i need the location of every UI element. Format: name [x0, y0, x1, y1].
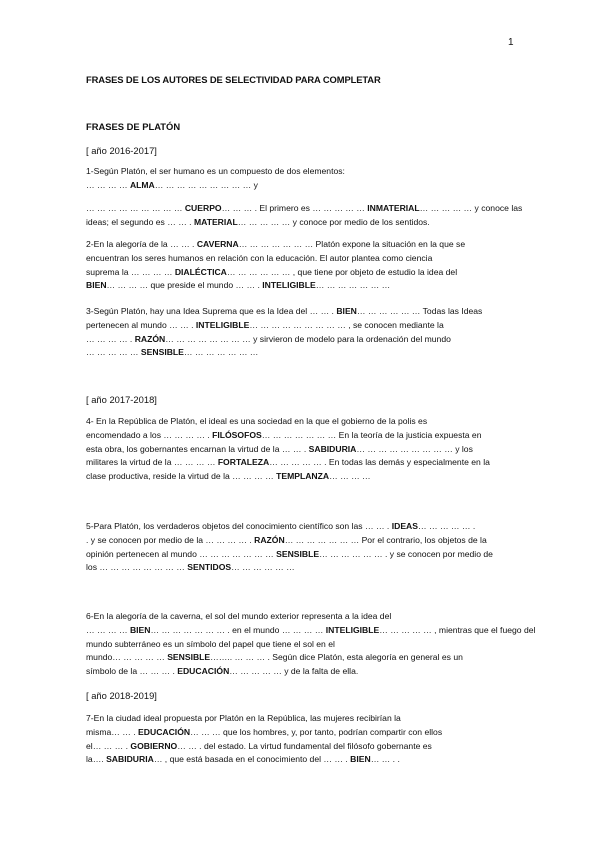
text-line — [86, 624, 536, 638]
text-segment: suprema la … … … … — [86, 266, 175, 277]
answer-word: BIEN — [350, 754, 371, 765]
answer-word: RAZÓN — [134, 333, 166, 344]
text-segment: 7-En la ciudad ideal propuesta por Platón en la República, las mujeres recibirían la — [86, 713, 401, 723]
answer-word: SENSIBLE — [167, 652, 211, 663]
text-segment: … … … … … . — [417, 521, 476, 531]
answer-word: BIEN — [336, 306, 357, 316]
text-line — [86, 238, 518, 252]
exercise-paragraph — [86, 202, 523, 230]
answer-word: MATERIAL — [193, 216, 238, 227]
year-heading: [ año 2016-2017] — [86, 145, 157, 156]
text-segment: encomendado a los … … … … . — [86, 429, 213, 440]
text-line — [86, 534, 518, 548]
text-line — [86, 548, 518, 562]
text-line — [86, 319, 518, 333]
answer-word: TEMPLANZA — [276, 471, 330, 482]
text-line — [86, 456, 518, 470]
text-segment: … … … … … y de la falta de ella. — [229, 666, 359, 677]
answer-word: SABIDURIA — [106, 754, 154, 765]
text-line — [86, 305, 518, 319]
text-segment: … … … … … … … … … — [86, 203, 185, 213]
text-line — [86, 470, 518, 484]
text-segment: 4- En la República de Platón, el ideal es una sociedad en la que el gobierno de la polis es — [86, 416, 428, 426]
text-segment: mundo… … … … … — [86, 652, 168, 663]
page-number: 1 — [508, 37, 514, 48]
text-segment: 6-En la alegoría de la caverna, el sol del mundo exterior representa a la idea del — [86, 611, 392, 621]
answer-word: INMATERIAL — [367, 203, 420, 213]
text-line — [86, 415, 518, 429]
year-heading: [ año 2018-2019] — [86, 690, 157, 701]
text-segment: esta obra, los gobernantes encarnan la virtud de la … … . — [86, 443, 309, 454]
text-segment: … … … … — [86, 179, 130, 190]
text-segment: … … … … — [329, 471, 371, 482]
answer-word: EDUCACIÓN — [177, 666, 230, 677]
text-line — [86, 429, 518, 443]
text-segment: … … … … … — [86, 347, 141, 358]
text-segment: … … … … … … Todas las Ideas — [356, 306, 483, 316]
answer-word: INTELIGIBLE — [195, 319, 250, 330]
text-segment: … … … que los hombres, y, por tanto, podrían compartir con ellos — [190, 726, 443, 737]
text-line — [86, 266, 518, 280]
text-line — [86, 333, 518, 347]
text-line — [86, 726, 518, 740]
answer-word: GOBIERNO — [130, 740, 178, 751]
answer-word: RAZÓN — [254, 534, 285, 545]
text-segment: . y se conocen por medio de la … … … … . — [86, 534, 255, 545]
text-line — [86, 252, 518, 266]
exercise-paragraph — [86, 712, 518, 767]
exercise-paragraph — [86, 238, 518, 293]
text-line — [86, 753, 518, 767]
text-segment: … … … … — [86, 624, 130, 635]
text-line — [86, 165, 518, 179]
answer-word: INTELIGIBLE — [325, 624, 380, 635]
exercise-paragraph — [86, 165, 518, 193]
answer-word: SENTIDOS — [187, 562, 232, 573]
text-line — [86, 216, 518, 230]
text-line — [86, 610, 518, 624]
text-line — [86, 712, 518, 726]
text-segment: pertenecen al mundo … … . — [86, 319, 196, 330]
text-segment: ideas; el segundo es … … . — [86, 216, 194, 227]
text-segment: militares la virtud de la … … … … — [86, 457, 218, 468]
answer-word: SENSIBLE — [140, 347, 184, 358]
answer-word: DIALÉCTICA — [174, 266, 227, 277]
document-title: FRASES DE LOS AUTORES DE SELECTIVIDAD PARA COMPLETAR — [86, 74, 381, 85]
text-segment: 5-Para Platón, los verdaderos objetos del conocimiento científico son las … … . — [86, 521, 392, 531]
text-segment: clase productiva, reside la virtud de la … … … … — [86, 471, 277, 482]
text-segment: … … … … … … … — [183, 347, 259, 358]
text-segment: … … … … … , mientras que el fuego del — [379, 624, 536, 635]
answer-word: BIEN — [86, 280, 107, 291]
text-segment: … … … … … … — [231, 562, 295, 573]
answer-word: FORTALEZA — [217, 457, 270, 468]
answer-word: CUERPO — [184, 203, 222, 213]
text-segment: … … … … … … . y se conocen por medio de — [319, 548, 493, 559]
text-segment: símbolo de la … … … . — [86, 666, 178, 677]
text-line — [86, 638, 518, 652]
text-segment: … … … … … … … … … y — [154, 179, 258, 190]
text-segment: … … … … … y conoce por medio de los sentidos. — [237, 216, 430, 227]
text-segment: … , que está basada en el conocimiento del … … . — [153, 754, 351, 765]
answer-word: FILÓSOFOS — [212, 429, 262, 440]
text-segment: la…. — [86, 754, 107, 765]
answer-word: BIEN — [129, 624, 151, 635]
text-line — [86, 202, 523, 216]
text-line — [86, 443, 518, 457]
answer-word: SABIDURIA — [308, 443, 357, 454]
text-segment: … … . . — [370, 754, 400, 765]
text-line — [86, 740, 518, 754]
text-segment: … … . del estado. La virtud fundamental del filósofo gobernante es — [177, 740, 432, 751]
text-segment: 2-En la alegoría de la … … . — [86, 239, 197, 249]
text-line — [86, 520, 518, 534]
text-segment: los … … … … … … … … — [86, 562, 188, 573]
section-title: FRASES DE PLATÓN — [86, 121, 181, 132]
text-line — [86, 179, 518, 193]
text-segment: … … … … … … … … y sirvieron de modelo para la ordenación del mundo — [165, 333, 451, 344]
text-segment: el… … … . — [86, 740, 131, 751]
text-line — [86, 279, 518, 293]
answer-word: INTELIGIBLE — [262, 280, 316, 291]
text-segment: … … … … … … … En la teoría de la justicia expuesta en — [261, 429, 482, 440]
text-segment: … … … … … y conoce las — [419, 203, 523, 213]
text-segment: … … … . El primero es … … … … … — [221, 203, 368, 213]
text-segment: … … … … … … , que tiene por objeto de estudio la idea del — [226, 266, 458, 277]
text-segment: … … … … … … … — [315, 280, 391, 291]
text-line — [86, 346, 518, 360]
text-segment: … … … … … . En todas las demás y especialmente en la — [269, 457, 490, 468]
text-segment: mundo subterráneo es un símbolo del papel que tiene el sol en el — [86, 638, 335, 649]
text-segment: misma… … . — [86, 726, 139, 737]
text-segment: … … … … … … … … … , se conocen mediante la — [249, 319, 444, 330]
text-segment: encuentran los seres humanos en relación con la educación. El autor plantea como ciencia — [86, 252, 433, 263]
text-segment: …….. … … … . Según dice Platón, esta alegoría en general es un — [210, 652, 463, 663]
answer-word: SENSIBLE — [276, 548, 320, 559]
text-segment: 3-Según Platón, hay una Idea Suprema que es la Idea del … … . — [86, 306, 337, 316]
text-segment: … … … … que preside el mundo … … . — [106, 280, 263, 291]
text-segment: 1-Según Platón, el ser humano es un compuesto de dos elementos: — [86, 166, 345, 176]
text-segment: … … … … . — [86, 333, 135, 344]
exercise-paragraph — [86, 520, 518, 575]
text-line — [86, 665, 518, 679]
exercise-paragraph — [86, 305, 518, 360]
text-segment: … … … … … … … Por el contrario, los objetos de la — [284, 534, 487, 545]
answer-word: EDUCACIÓN — [138, 726, 191, 737]
answer-word: CAVERNA — [196, 239, 239, 249]
text-segment: … … … … … … … Platón expone la situación en la que se — [238, 239, 466, 249]
text-segment: … … … … … … … . en el mundo … … … … — [150, 624, 326, 635]
text-segment: … … … … … … … … … y los — [356, 443, 473, 454]
answer-word: IDEAS — [391, 521, 418, 531]
text-segment: opinión pertenecen al mundo … … … … … … … — [86, 548, 277, 559]
exercise-paragraph — [86, 415, 518, 484]
year-heading: [ año 2017-2018] — [86, 394, 157, 405]
text-line — [86, 651, 518, 665]
text-line — [86, 561, 518, 575]
exercise-paragraph — [86, 610, 536, 679]
answer-word: ALMA — [129, 179, 155, 190]
